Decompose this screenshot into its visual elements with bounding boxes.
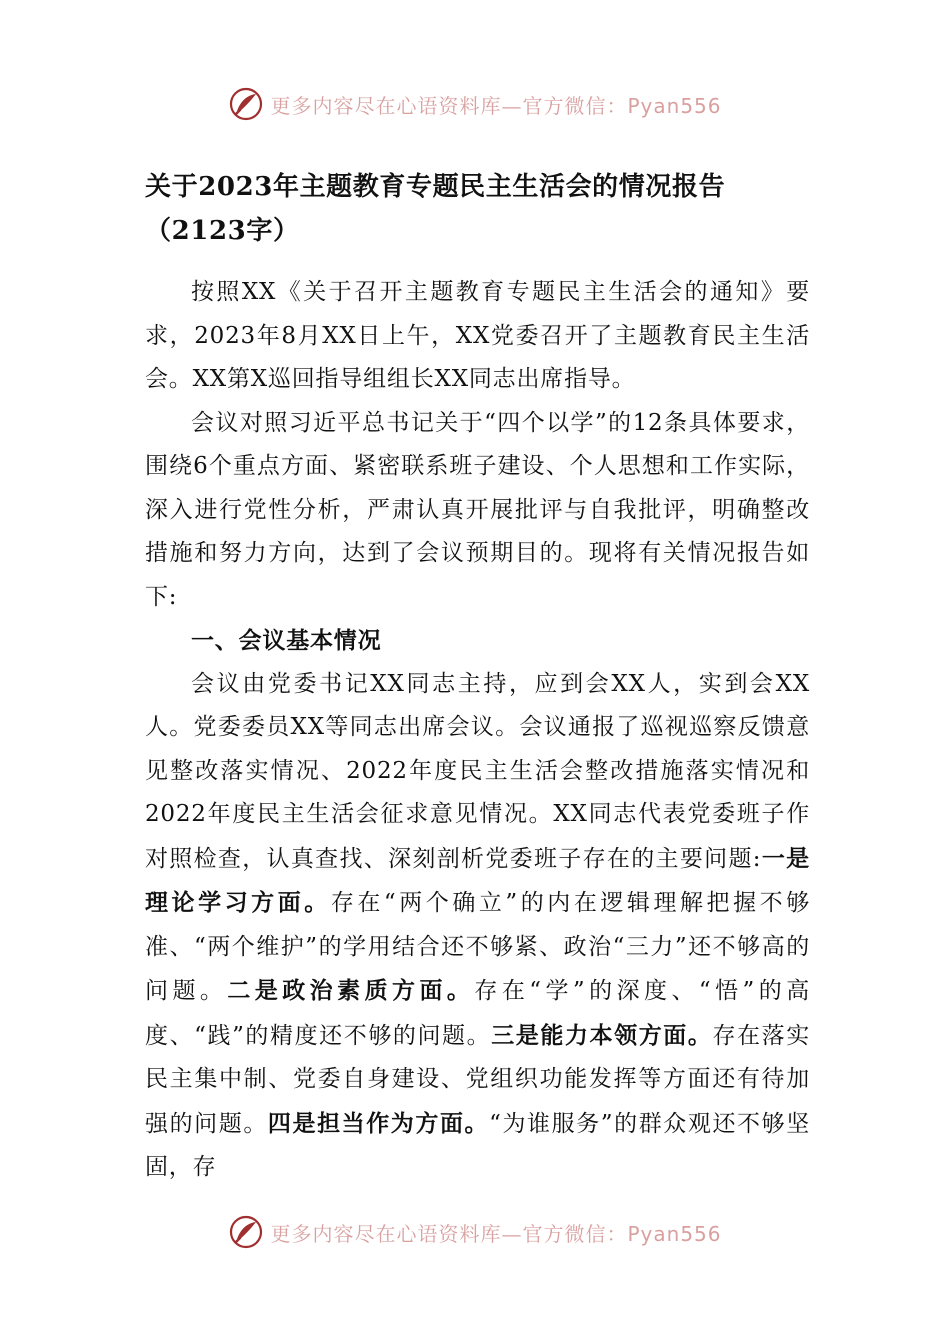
paragraph-intro: 按照XX《关于召开主题教育专题民主生活会的通知》要求，2023年8月XX日上午，XX党委召开了主题教育民主生活会。XX第X巡回指导组组长XX同志出席指导。 (145, 279, 810, 392)
watermark-footer (0, 1212, 950, 1252)
section-heading-1: 一、会议基本情况 (191, 627, 382, 654)
text-segment: 存在落实民主集中制、党委自身建设、党组织功能发挥等方面还有待加强的问题。 (145, 1022, 810, 1137)
brush-circle-logo-icon (228, 1214, 264, 1250)
text-segment: 存在“学”的深度、“悟”的高度、“践”的精度还不够的问题。 (145, 978, 811, 1049)
text-segment: 存在“两个确立”的内在逻辑理解把握不够准、“两个维护”的学用结合还不够紧、政治“三力”还不够高的问题。 (145, 890, 810, 1004)
wechat-id: Pyan556 (627, 1221, 722, 1246)
document-title: 关于2023年主题教育专题民主生活会的情况报告（2123字） (145, 172, 726, 246)
paragraph-basic-situation (145, 663, 810, 1190)
paragraph-meeting-summary: 会议对照习近平总书记关于“四个以学”的12条具体要求，围绕6个重点方面、紧密联系班子建设、个人思想和工作实际，深入进行党性分析，严肃认真开展批评与自我批评，明确整改措施和努力方向，达到了会议预期目的。现将有关情况报告如下: (145, 409, 810, 610)
bold-point-1: 一是理论学习方面。 (145, 844, 810, 916)
document-body (145, 165, 810, 1190)
text-segment: “为谁服务”的群众观还不够坚固，存 (145, 1110, 811, 1180)
bold-point-4: 四是担当作为方面。 (267, 1109, 490, 1137)
brush-circle-logo-icon (228, 86, 264, 122)
bold-point-2: 二是政治素质方面。 (227, 977, 475, 1004)
bold-point-3: 三是能力本领方面。 (491, 1021, 713, 1049)
watermark-text: 更多内容尽在心语资料库—官方微信：Pyan556 (270, 93, 722, 118)
watermark-text: 更多内容尽在心语资料库—官方微信：Pyan556 (270, 1221, 722, 1246)
watermark-header (0, 84, 950, 124)
wechat-id: Pyan556 (627, 93, 722, 118)
text-segment: 会议由党委书记XX同志主持，应到会XX人，实到会XX人。党委委员XX等同志出席会议。会议通报了巡视巡察反馈意见整改落实情况、2022年度民主生活会整改措施落实情况和2022年度民主生活会征求意见情况。XX同志代表党委班子作对照检查，认真查找、深刻剖析党委班子存在的主要问题: (145, 670, 810, 872)
